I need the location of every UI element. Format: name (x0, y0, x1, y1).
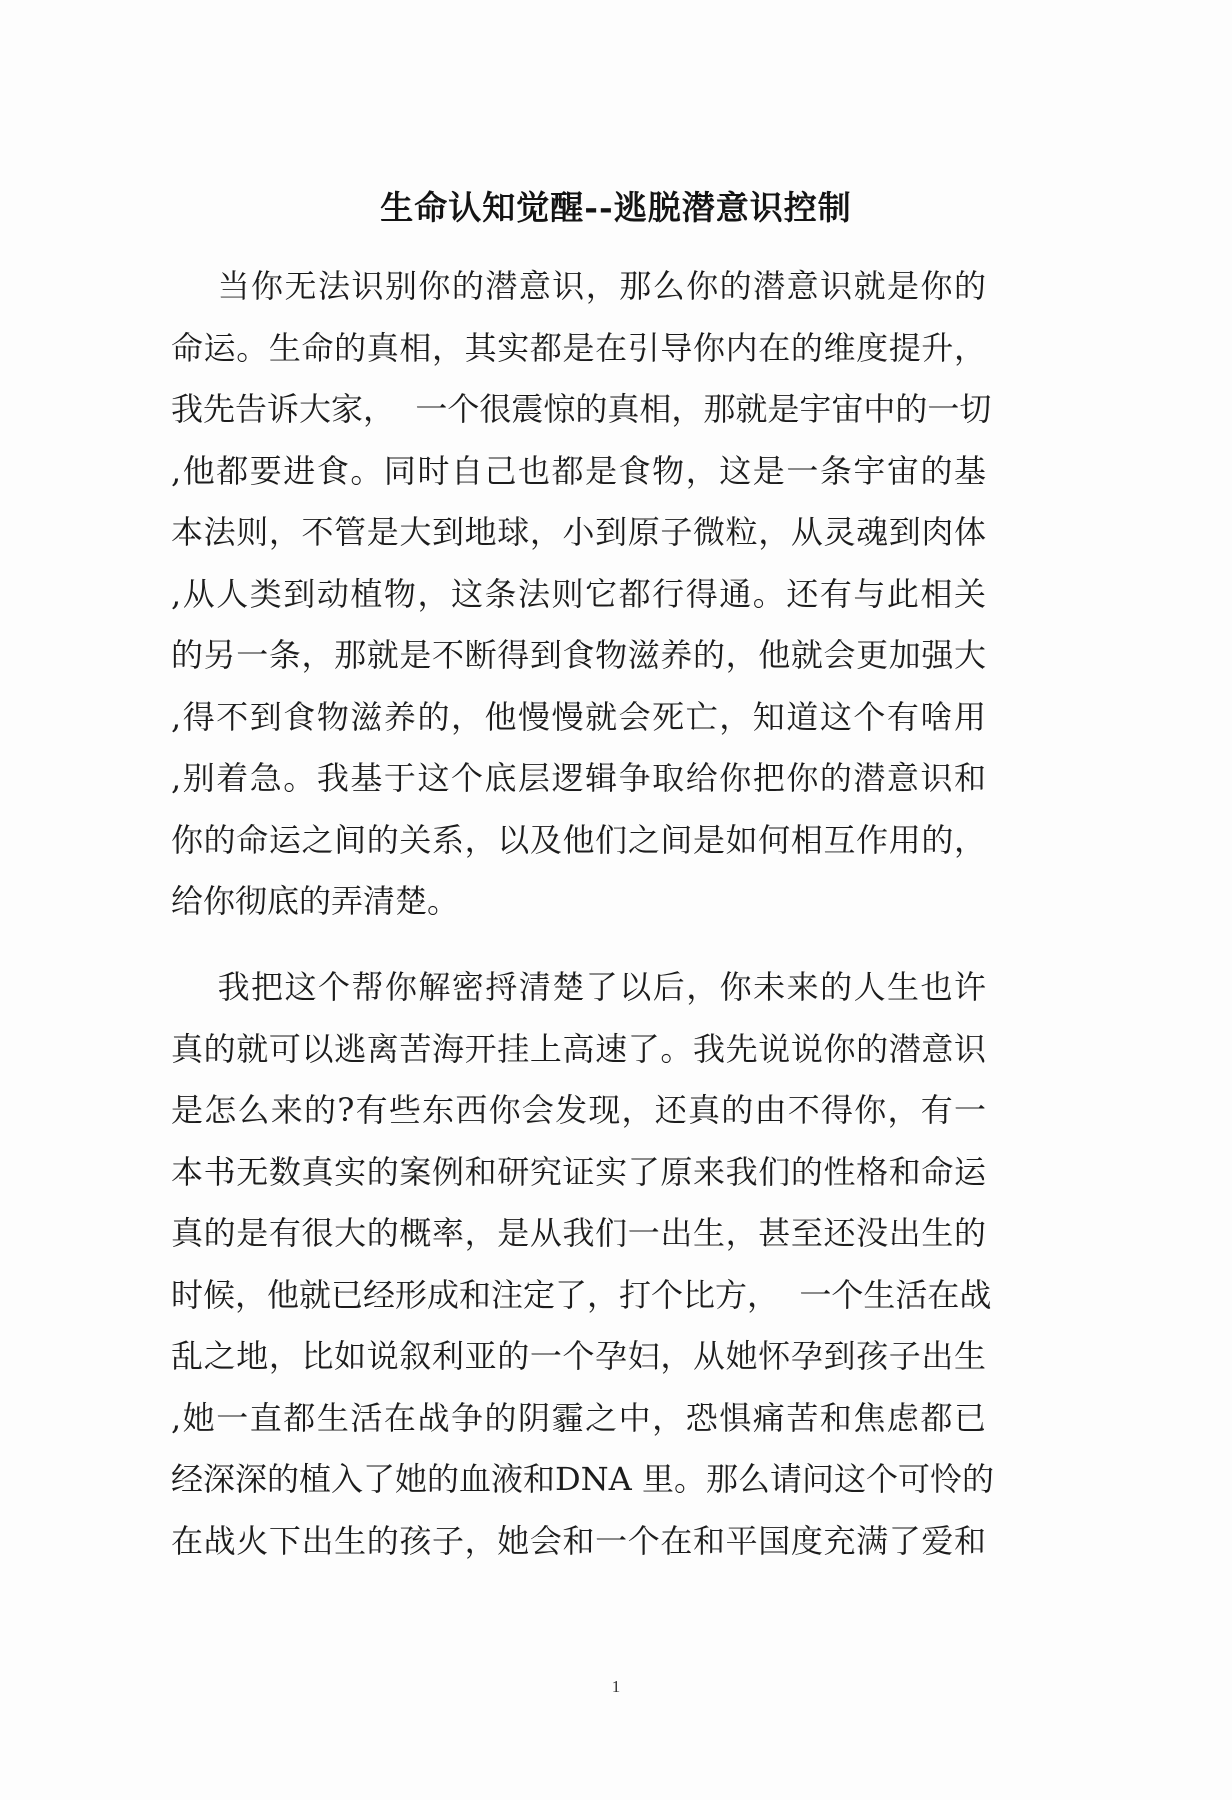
page-number: 1 (611, 1677, 621, 1696)
text-line: 真的是有很大的概率，是从我们一出生，甚至还没出生的 (171, 1214, 986, 1252)
text-line: ,别着急。我基于这个底层逻辑争取给你把你的潜意识和 (171, 759, 986, 797)
text-line: 给你彻底的弄清楚。 (171, 882, 460, 920)
text-line: ,她一直都生活在战争的阴霾之中，恐惧痛苦和焦虑都已 (171, 1398, 986, 1437)
text-line: 真的就可以逃离苦海开挂上高速了。我先说说你的潜意识 (171, 1029, 986, 1068)
text-line: ,从人类到动植物，这条法则它都行得通。还有与此相关 (171, 574, 986, 613)
paragraph-1 (171, 256, 992, 933)
text-line: 我把这个帮你解密捋清楚了以后，你未来的人生也许 (171, 968, 986, 1006)
text-line: 当你无法识别你的潜意识，那么你的潜意识就是你的 (171, 267, 986, 305)
text-line: 本书无数真实的案例和研究证实了原来我们的性格和命运 (171, 1152, 986, 1191)
text-line: ,得不到食物滋养的，他慢慢就会死亡，知道这个有啥用 (171, 697, 986, 736)
document-title: 生命认知觉醒--逃脱潜意识控制 (380, 188, 852, 227)
text-line: 的另一条，那就是不断得到食物滋养的，他就会更加强大 (171, 636, 986, 674)
text-line: ,他都要进食。同时自己也都是食物，这是一条宇宙的基 (171, 451, 986, 490)
text-line: 你的命运之间的关系，以及他们之间是如何相互作用的， (171, 820, 986, 859)
text-line: 命运。生命的真相，其实都是在引导你内在的维度提升， (171, 328, 986, 367)
text-line: 时候，他就已经形成和注定了，打个比方， 一个生活在战 (171, 1275, 992, 1314)
text-line: 是怎么来的?有些东西你会发现，还真的由不得你，有一 (171, 1091, 986, 1129)
text-line: 乱之地，比如说叙利亚的一个孕妇，从她怀孕到孩子出生 (171, 1337, 986, 1375)
text-line: 本法则，不管是大到地球，小到原子微粒，从灵魂到肉体 (171, 513, 986, 551)
text-line: 经深深的植入了她的血液和DNA 里。那么请问这个可怜的 (171, 1460, 994, 1498)
text-line: 我先告诉大家， 一个很震惊的真相，那就是宇宙中的一切 (171, 390, 992, 428)
text-line: 在战火下出生的孩子，她会和一个在和平国度充满了爱和 (171, 1521, 986, 1560)
paragraph-2 (171, 957, 994, 1572)
